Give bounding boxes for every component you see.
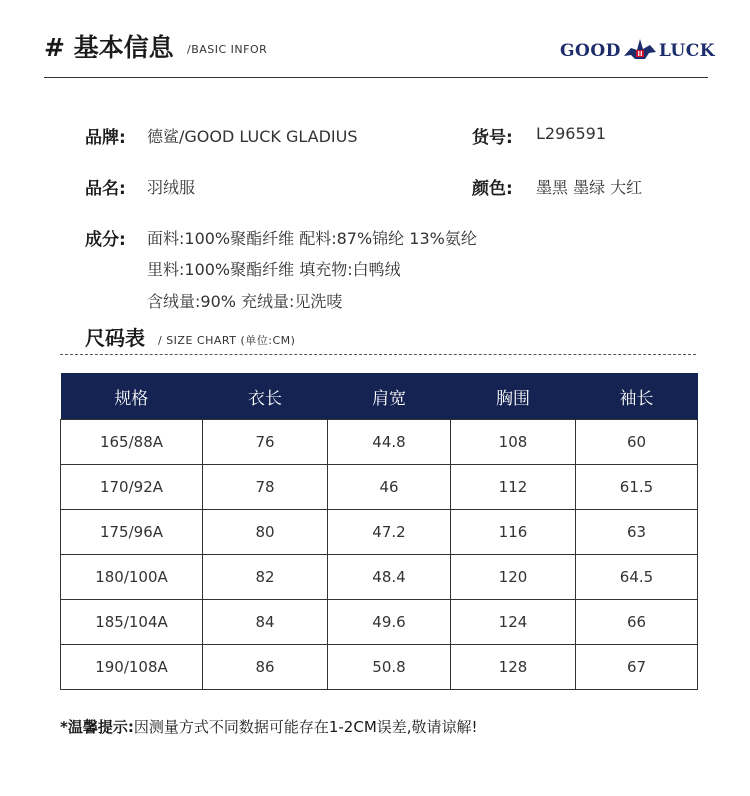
table-cell: 63: [576, 510, 698, 555]
size-table: [60, 373, 698, 690]
size-chart-divider: [60, 354, 696, 355]
composition-label: 成分:: [85, 230, 126, 250]
table-cell: 44.8: [328, 420, 451, 465]
table-row: [61, 600, 698, 645]
table-cell: 108: [451, 420, 576, 465]
table-cell: 185/104A: [61, 600, 203, 645]
product-name-label: 品名:: [85, 179, 126, 199]
table-cell: 49.6: [328, 600, 451, 645]
sku-label: 货号:: [472, 128, 513, 148]
table-row: [61, 510, 698, 555]
footnote: [60, 716, 478, 737]
table-cell: 78: [203, 465, 328, 510]
table-cell: 61.5: [576, 465, 698, 510]
footnote-text: 因测量方式不同数据可能存在1-2CM误差,敬请谅解!: [133, 718, 478, 736]
table-row: [61, 465, 698, 510]
composition-line: 面料:100%聚酯纤维 配料:87%锦纶 13%氨纶: [147, 229, 477, 248]
table-cell: 84: [203, 600, 328, 645]
table-cell: 60: [576, 420, 698, 465]
logo-text-left: GOOD: [560, 41, 621, 61]
table-cell: 112: [451, 465, 576, 510]
shark-logo-icon: [623, 36, 657, 66]
table-cell: 190/108A: [61, 645, 203, 690]
brand-label: 品牌:: [85, 128, 126, 148]
brand-value: 德鲨/GOOD LUCK GLADIUS: [147, 127, 358, 146]
column-header: 规格: [61, 373, 203, 420]
size-chart-title: 尺码表: [85, 326, 145, 350]
table-cell: 116: [451, 510, 576, 555]
table-cell: 170/92A: [61, 465, 203, 510]
table-cell: 48.4: [328, 555, 451, 600]
table-cell: 80: [203, 510, 328, 555]
table-cell: 82: [203, 555, 328, 600]
table-row: [61, 555, 698, 600]
table-cell: 180/100A: [61, 555, 203, 600]
table-cell: 50.8: [328, 645, 451, 690]
footnote-label: *温馨提示:: [60, 718, 134, 736]
table-cell: 64.5: [576, 555, 698, 600]
table-cell: 47.2: [328, 510, 451, 555]
column-header: 衣长: [203, 373, 328, 420]
table-row: [61, 645, 698, 690]
column-header: 胸围: [451, 373, 576, 420]
sku-value: L296591: [536, 124, 606, 143]
table-cell: 128: [451, 645, 576, 690]
header-divider: [44, 77, 708, 78]
table-cell: 76: [203, 420, 328, 465]
table-cell: 86: [203, 645, 328, 690]
brand-logo: [560, 36, 715, 66]
column-header: 肩宽: [328, 373, 451, 420]
table-row: [61, 420, 698, 465]
size-chart-subtitle: / SIZE CHART (单位:CM): [158, 334, 296, 347]
composition-line: 里料:100%聚酯纤维 填充物:白鸭绒: [147, 260, 401, 279]
product-name-value: 羽绒服: [147, 178, 196, 197]
column-header: 袖长: [576, 373, 698, 420]
logo-text-right: LUCK: [658, 41, 716, 61]
color-value: 墨黑 墨绿 大红: [536, 178, 643, 197]
table-cell: 66: [576, 600, 698, 645]
table-cell: 124: [451, 600, 576, 645]
table-cell: 67: [576, 645, 698, 690]
composition-line: 含绒量:90% 充绒量:见洗唛: [147, 292, 343, 311]
table-cell: 120: [451, 555, 576, 600]
table-cell: 46: [328, 465, 451, 510]
page-title: # 基本信息: [44, 33, 174, 62]
color-label: 颜色:: [472, 179, 513, 199]
table-cell: 175/96A: [61, 510, 203, 555]
table-cell: 165/88A: [61, 420, 203, 465]
table-header-row: [61, 373, 698, 420]
page-subtitle: /BASIC INFOR: [187, 43, 268, 56]
